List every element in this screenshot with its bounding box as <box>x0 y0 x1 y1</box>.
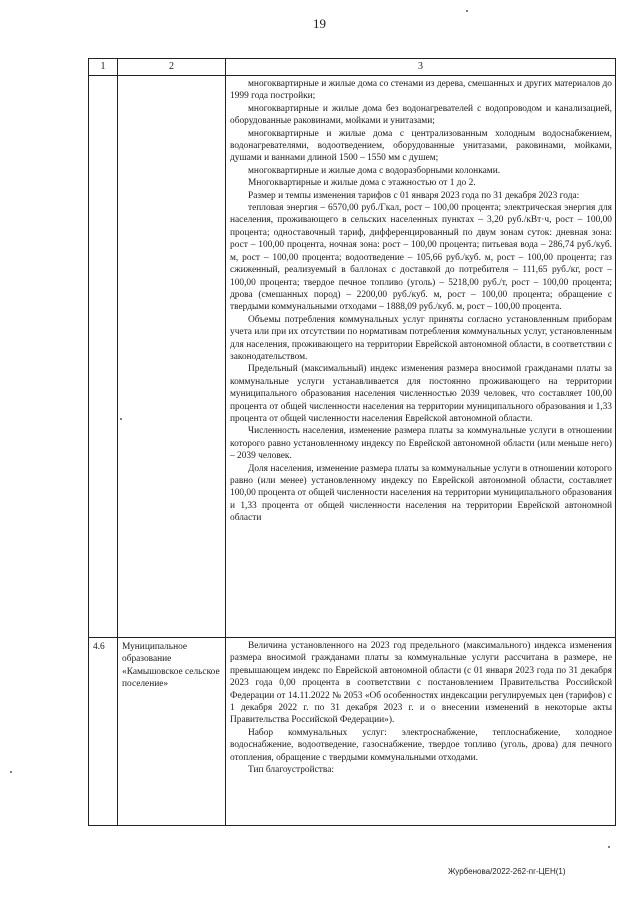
document-footer-code: Журбенова/2022-262-пг-ЦЕН(1) <box>448 867 566 876</box>
table-row <box>89 638 616 826</box>
row1-description-cell <box>226 76 616 638</box>
row2-paragraph: Величина установленного на 2023 год предельного (максимального) индекса изменения размера вносимой гражданами платы за коммунальные услуги рассчитана в размере, не превышающем индекс по Еврейской автономной области (с 01 января 2023 года по 31 декабря 2023 года 0,00 процента в соответствии с постановлением Правительства Российской Федерации от 14.11.2022 № 2053 «Об особенностях индексации регулируемых цен (тарифов) с 1 декабря 2022 г. по 31 декабря 2023 г. и о внесении изменений в некоторые акты Правительства Российской Федерации»). <box>230 641 612 726</box>
header-col-2: 2 <box>118 59 226 76</box>
row1-paragraph: многоквартирные и жилые дома с централизованным холодным водоснабжением, водонагревателями, водоотведением, оборудованные унитазами, раковинами, мойками, душами и ваннами длиной 1500 – 1550 мм с душем; <box>230 128 612 164</box>
row1-paragraph: тепловая энергия – 6570,00 руб./Гкал, рост – 100,00 процента; электрическая энергия для населения, проживающего в сельских населенных пунктах – 3,20 руб./кВт·ч, рост – 100,00 процента; одноставочный тариф, дифференцированный по двум зонам суток: дневная зона: рост – 100,00 процента, ночная зона: рост – 100,00 процента; питьевая вода – 286,74 руб./куб. м, рост – 100,00 процента; водоотведение – 105,66 руб./куб. м, рост – 100,00 процента; газ сжиженный, реализуемый в баллонах с доставкой до потребителя – 111,65 руб./кг, рост – 100,00 процента; твердое печное топливо (уголь) – 5218,00 руб./т, рост – 100,00 процента; дрова (смешанных пород) – 2200,00 руб./куб. м, рост – 100,00 процента; обращение с твердыми коммунальными отходами – 1888,09 руб./куб. м, рост – 100,00 процента. <box>230 203 612 313</box>
row2-paragraph: Тип благоустройства: <box>248 765 334 776</box>
row1-paragraph: Предельный (максимальный) индекс изменения размера вносимой гражданами платы за коммунальные услуги устанавливается для постоянно проживающего на территории муниципального образования населения численностью 2039 человек, что составляет 100,00 процента от общей численности населения на территории муниципального образования и 1,33 процента от общей численности населения Еврейской автономной области. <box>230 364 612 424</box>
header-col-3: 3 <box>226 59 616 76</box>
row1-paragraph: многоквартирные и жилые дома с водоразборными колонками. <box>248 165 501 176</box>
page-number: 19 <box>313 16 326 31</box>
scan-speck <box>10 771 12 773</box>
row1-paragraph: Доля населения, изменение размера платы за коммунальные услуги в отношении которого равно (или менее) установленному индексу по Еврейской автономной области, составляет 100,00 процента от общей численности населения на территории муниципального образования и 1,33 процента от общей численности населения на территории Еврейской автономной области <box>230 463 612 524</box>
row1-paragraph: многоквартирные и жилые дома со стенами из дерева, смешанных и других материалов до 1999 года постройки; <box>230 79 612 102</box>
row1-number-cell <box>89 76 118 638</box>
row1-paragraph: Объемы потребления коммунальных услуг приняты согласно установленным приборам учета или при их отсутствии по нормативам потребления коммунальных услуг, установленным для населения, проживающего на территории Еврейской автономной области, в соответствии с законодательством. <box>230 314 612 362</box>
table-header-row <box>89 59 616 76</box>
header-col-1: 1 <box>89 59 118 76</box>
scan-speck <box>608 846 610 848</box>
row1-paragraph: Многоквартирные и жилые дома с этажностью от 1 до 2. <box>248 178 476 189</box>
row1-municipality-cell <box>118 76 226 638</box>
row2-municipality-name: Муниципальное образование «Камышовское сельское поселение» <box>122 642 220 690</box>
row1-paragraph: Численность населения, изменение размера платы за коммунальные услуги в отношении которого равно установленному индексу по Еврейской автономной области (или меньше него) – 2039 человек. <box>230 426 612 462</box>
row1-paragraph: многоквартирные и жилые дома без водонагревателей с водопроводом и канализацией, оборудованные раковинами, мойками и унитазами; <box>230 103 612 127</box>
row2-number-cell <box>89 638 118 826</box>
row2-paragraph: Набор коммунальных услуг: электроснабжение, теплоснабжение, холодное водоснабжение, водоотведение, газоснабжение, твердое топливо (уголь, дрова) для печного отопления, обращение с твердыми коммунальными отходами. <box>230 727 612 763</box>
row1-paragraph: Размер и темпы изменения тарифов с 01 января 2023 года по 31 декабря 2023 года: <box>248 190 580 201</box>
tariff-table <box>88 58 616 826</box>
table-row <box>89 76 616 638</box>
row2-number: 4.6 <box>93 642 105 652</box>
row2-municipality-cell <box>118 638 226 826</box>
scan-speck <box>120 418 122 420</box>
row2-description-cell <box>226 638 616 826</box>
scan-speck <box>466 10 468 12</box>
